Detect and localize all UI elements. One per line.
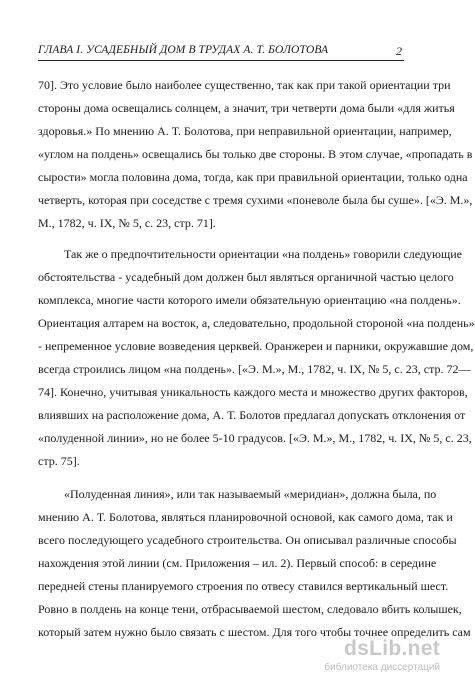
text-line: который затем нужно было связать с шестом. Для того чтобы точнее определить сам xyxy=(38,625,471,639)
text-line: М., 1782, ч. IX, № 5, с. 23, стр. 71]. xyxy=(38,216,216,230)
watermark-subtitle: библиотека диссертаций xyxy=(324,662,440,673)
text-line: стр. 75]. xyxy=(38,454,80,468)
text-line: обстоятельства - усадебный дом должен был являться органичной частью целого xyxy=(38,270,454,284)
page-number: 2 xyxy=(396,44,402,58)
text-line: «углом на полдень» освещались бы только две стороны. В этом случае, «пропадать в xyxy=(38,147,473,161)
text-line: - непременное условие возведения церквей. Оранжереи и парники, окружавшие дом, xyxy=(38,339,474,353)
text-line: комплекса, многие части которого имели обязательную ориентацию «на полдень». xyxy=(38,293,461,307)
text-line: мнению А. Т. Болотова, являться планировочной основой, как самого дома, так и xyxy=(38,510,453,524)
text-line: Ровно в полдень на конце тени, отбрасываемой шестом, следовало вбить колышек, xyxy=(38,602,462,616)
text-line: «Полуденная линия», или так называемый «меридиан», должна была, по xyxy=(64,487,437,501)
text-line: передней стены планируемого строения по отвесу ставился вертикальный шест. xyxy=(38,579,449,593)
text-line: сырости» могла половина дома, тогда, как при правильной ориентации, только одна xyxy=(38,170,468,184)
page-header xyxy=(38,42,404,61)
text-line: Так же о предпочтительности ориентации «на полдень» говорили следующие xyxy=(64,247,462,261)
text-line: влиявших на расположение дома, А. Т. Болотов предлагал допускать отклонения от xyxy=(38,408,466,422)
text-line: четверть, которая при соседстве с тремя сухими «поневоле была бы суше». [«Э. М.», xyxy=(38,193,473,207)
text-line: Ориентация алтарем на восток, а, следовательно, продольной стороной «на полдень» xyxy=(38,316,475,330)
watermark-logo: dsLib.net xyxy=(343,637,440,660)
text-line: всегда строились лицом «на полдень». [«Э. М.», М., 1782, ч. IX, № 5, с. 23, стр. 72— xyxy=(38,362,471,376)
text-line: всего последующего усадебного строительства. Он описывал различные способы xyxy=(38,533,457,547)
text-line: 70]. Это условие было наиболее существенно, так как при такой ориентации три xyxy=(38,78,451,92)
watermark xyxy=(324,637,440,677)
text-line: стороны дома освещались солнцем, а значит, три четверти дома были «для житья xyxy=(38,101,455,115)
text-line: здоровья.» По мнению А. Т. Болотова, при неправильной ориентации, например, xyxy=(38,124,452,138)
chapter-title: ГЛАВА I. УСАДЕБНЫЙ ДОМ В ТРУДАХ А. Т. БОЛОТОВА xyxy=(38,44,329,56)
text-line: 74]. Конечно, учитывая уникальность каждого места и множество других факторов, xyxy=(38,385,468,399)
text-line: «полуденной линии», но не более 5-10 градусов. [«Э. М.», М., 1782, ч. IX, № 5, с. 23, xyxy=(38,431,472,445)
text-line: нахождения этой линии (см. Приложения – ил. 2). Первый способ: в середине xyxy=(38,556,437,570)
